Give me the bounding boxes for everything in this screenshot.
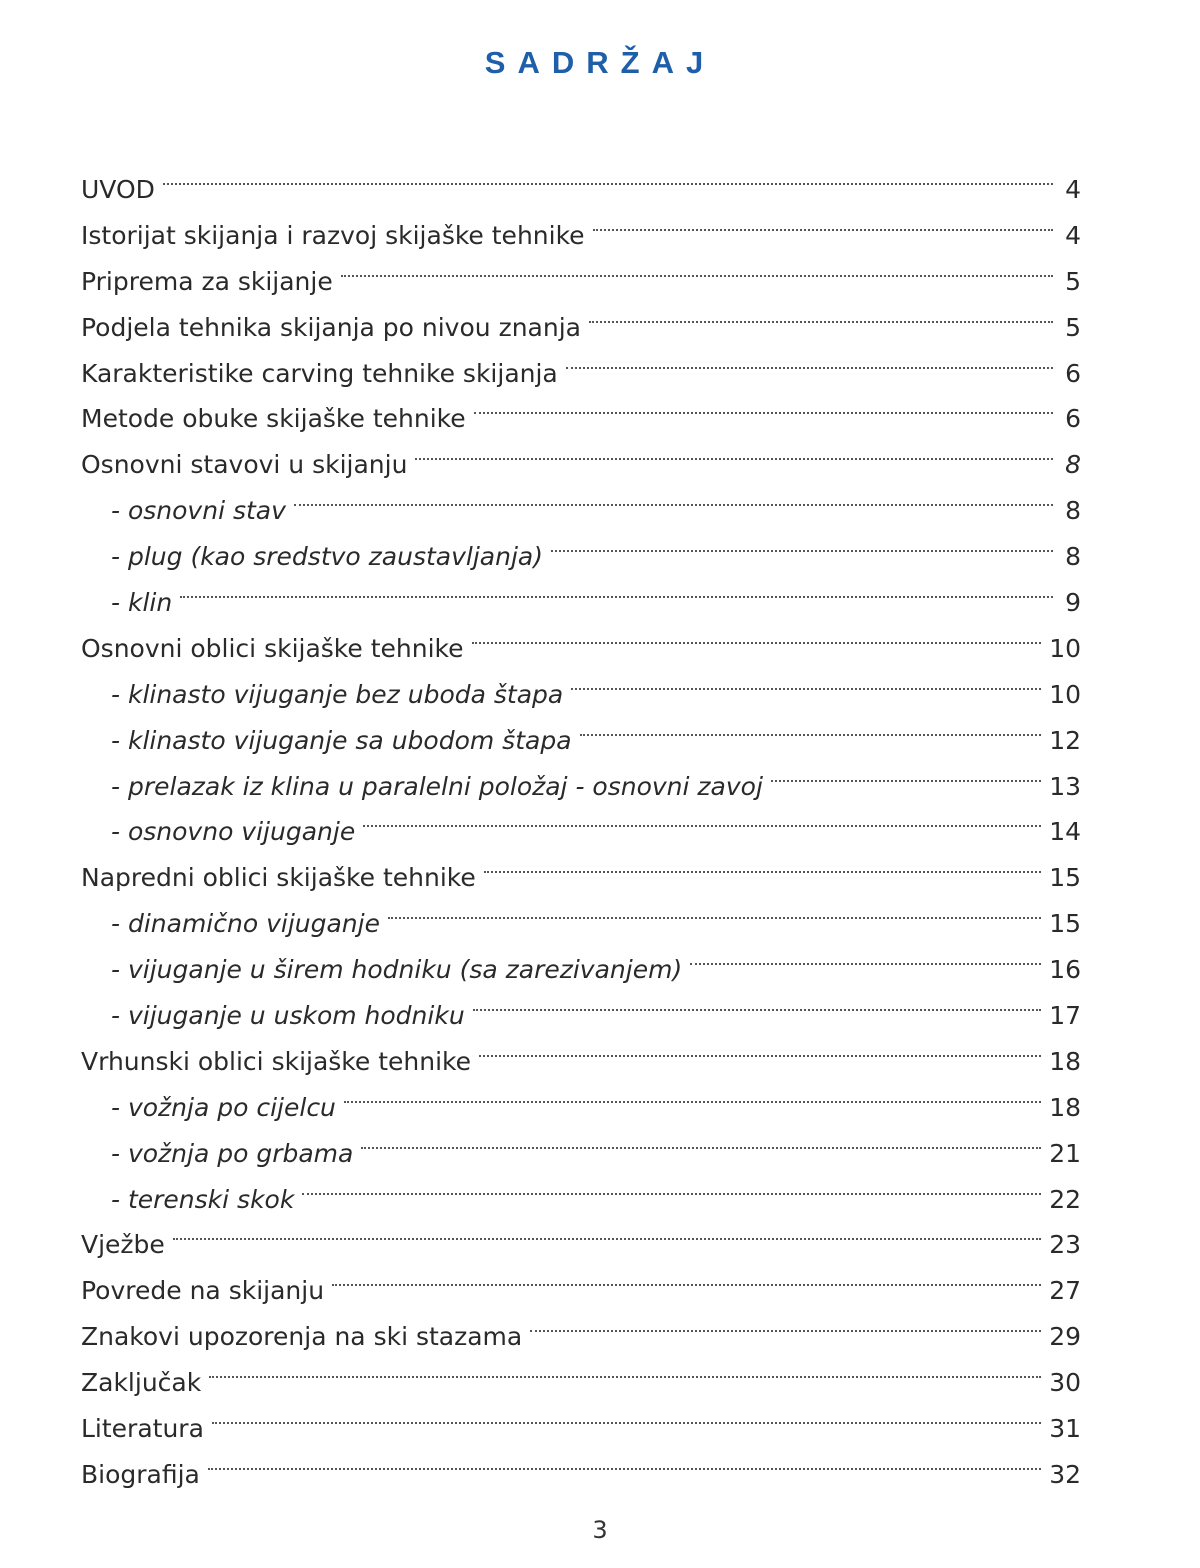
dot-leader — [180, 565, 1053, 611]
toc-entry-page: 32 — [1049, 1459, 1081, 1489]
toc-entry-page: 10 — [1049, 679, 1081, 709]
toc-entry-page: 21 — [1049, 1138, 1081, 1168]
toc-entry-page: 16 — [1049, 955, 1081, 985]
toc-entry-title: Osnovni stavovi u skijanju — [81, 450, 408, 480]
dot-leader — [580, 703, 1042, 749]
toc-entry-page: 31 — [1049, 1414, 1081, 1444]
toc-entry-page: 17 — [1049, 1001, 1081, 1031]
dot-leader — [415, 427, 1053, 473]
toc-entry[interactable] — [81, 198, 1081, 250]
toc-entry[interactable] — [81, 611, 1081, 663]
toc-entry-title: - vožnja po cijelcu — [111, 1092, 336, 1122]
toc-entry-page: 6 — [1065, 358, 1081, 388]
dot-leader — [302, 1162, 1041, 1208]
toc-entry[interactable] — [81, 1345, 1081, 1398]
dot-leader — [344, 1070, 1041, 1116]
dot-leader — [571, 657, 1041, 703]
toc-entry-page: 12 — [1049, 725, 1081, 755]
toc-entry-page: 4 — [1065, 220, 1081, 250]
toc-entry-page: 18 — [1049, 1046, 1081, 1076]
dot-leader — [294, 473, 1053, 519]
toc-entry-title: Znakovi upozorenja na ski stazama — [81, 1322, 523, 1352]
toc-entry-page: 8 — [1065, 450, 1081, 480]
table-of-contents — [81, 152, 1081, 1489]
page-title: SADRŽAJ — [484, 45, 716, 80]
toc-entry-title: Karakteristike carving tehnike skijanja — [81, 358, 558, 388]
dot-leader — [208, 1437, 1041, 1483]
toc-entry-page: 15 — [1049, 863, 1081, 893]
toc-entry-page: 14 — [1049, 817, 1081, 847]
dot-leader — [589, 290, 1053, 336]
dot-leader — [771, 749, 1041, 795]
toc-entry-page: 6 — [1065, 404, 1081, 434]
toc-entry-title: Metode obuke skijaške tehnike — [81, 404, 466, 434]
dot-leader — [566, 336, 1053, 382]
toc-entry-title: - vijuganje u uskom hodniku — [111, 1001, 465, 1031]
dot-leader — [484, 840, 1041, 886]
toc-entry-title: - vožnja po grbama — [111, 1138, 354, 1168]
dot-leader — [473, 978, 1042, 1024]
toc-subentry[interactable] — [81, 565, 1081, 618]
dot-leader — [472, 611, 1042, 657]
toc-entry-title: Literatura — [81, 1414, 204, 1444]
toc-entry-page: 5 — [1065, 312, 1081, 342]
dot-leader — [361, 1116, 1041, 1162]
toc-entry-title: Povrede na skijanju — [81, 1276, 325, 1306]
dot-leader — [690, 932, 1041, 978]
toc-entry[interactable] — [81, 152, 1081, 204]
dot-leader — [332, 1253, 1041, 1299]
toc-entry-title: - plug (kao sredstvo zaustavljanja) — [111, 542, 543, 572]
toc-entry-page: 4 — [1065, 175, 1081, 204]
toc-entry-title: Biografija — [81, 1459, 200, 1489]
toc-entry-page: 13 — [1049, 771, 1081, 801]
toc-entry-page: 9 — [1065, 588, 1081, 618]
toc-entry-page: 15 — [1049, 909, 1081, 939]
toc-entry-title: Istorijat skijanja i razvoj skijaške tehnike — [81, 220, 585, 250]
dot-leader — [212, 1391, 1041, 1437]
toc-entry-title: - klinasto vijuganje sa ubodom štapa — [111, 725, 572, 755]
toc-entry-title: - terenski skok — [111, 1184, 295, 1214]
toc-entry-title: Napredni oblici skijaške tehnike — [81, 863, 476, 893]
toc-entry-title: Osnovni oblici skijaške tehnike — [81, 633, 464, 663]
toc-entry-title: Vježbe — [81, 1230, 165, 1260]
dot-leader — [593, 198, 1053, 244]
toc-entry-title: Podjela tehnika skijanja po nivou znanja — [81, 312, 581, 342]
dot-leader — [173, 1207, 1041, 1253]
toc-entry-title: - osnovni stav — [111, 496, 286, 526]
toc-entry[interactable] — [81, 1391, 1081, 1444]
dot-leader — [341, 244, 1053, 290]
dot-leader — [474, 381, 1053, 427]
toc-entry-page: 27 — [1049, 1276, 1081, 1306]
page-number: 3 — [592, 1516, 608, 1544]
dot-leader — [363, 794, 1041, 840]
dot-leader — [530, 1299, 1041, 1345]
toc-entry[interactable] — [81, 1207, 1081, 1260]
dot-leader — [388, 886, 1041, 932]
toc-entry-title: - osnovno vijuganje — [111, 817, 356, 847]
toc-entry-page: 10 — [1049, 633, 1081, 663]
dot-leader — [479, 1024, 1041, 1070]
toc-entry-title: Zaključak — [81, 1368, 202, 1398]
toc-entry-page: 22 — [1049, 1184, 1081, 1214]
toc-entry-title: - dinamično vijuganje — [111, 909, 380, 939]
toc-entry-title: Vrhunski oblici skijaške tehnike — [81, 1046, 472, 1076]
toc-entry-page: 18 — [1049, 1092, 1081, 1122]
toc-entry[interactable] — [81, 1253, 1081, 1306]
toc-entry[interactable] — [81, 1437, 1081, 1489]
toc-entry-title: - klin — [111, 588, 173, 618]
toc-entry-title: Priprema za skijanje — [81, 266, 333, 296]
dot-leader — [163, 152, 1053, 198]
toc-entry-page: 5 — [1065, 266, 1081, 296]
toc-entry-title: UVOD — [81, 175, 155, 204]
toc-entry-page: 23 — [1049, 1230, 1081, 1260]
toc-entry-title: - prelazak iz klina u paralelni položaj - osnovni zavoj — [111, 771, 763, 801]
toc-entry-page: 8 — [1065, 496, 1081, 526]
toc-entry-title: - vijuganje u širem hodniku (sa zarezivanjem) — [111, 955, 683, 985]
dot-leader — [209, 1345, 1041, 1391]
toc-entry-title: - klinasto vijuganje bez uboda štapa — [111, 679, 564, 709]
dot-leader — [551, 519, 1053, 565]
toc-entry-page: 30 — [1049, 1368, 1081, 1398]
toc-entry-page: 8 — [1065, 542, 1081, 572]
toc-entry-page: 29 — [1049, 1322, 1081, 1352]
